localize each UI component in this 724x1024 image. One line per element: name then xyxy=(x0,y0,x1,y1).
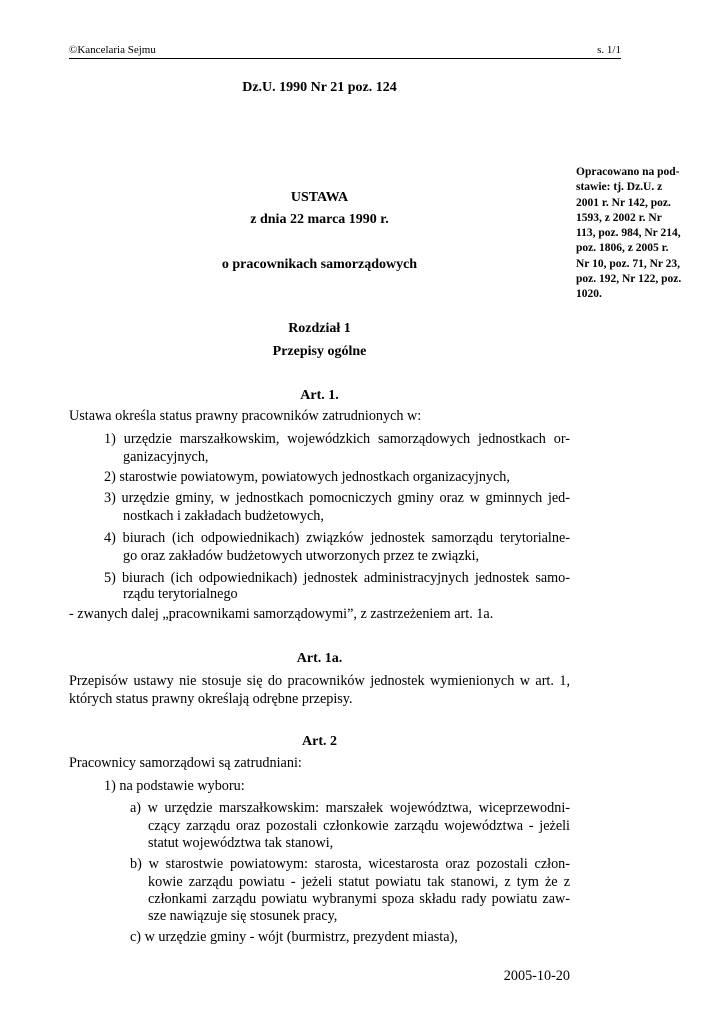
article-2-point-1: 1) na podstawie wyboru: xyxy=(104,778,245,794)
side-note-line: Opracowano na pod- xyxy=(576,166,680,178)
article-1-heading: Art. 1. xyxy=(300,388,339,403)
act-type: USTAWA xyxy=(290,190,349,205)
article-1-item-5: 5) biurach (ich odpowiednikach) jednostek administracyjnych jednostek samo- xyxy=(104,570,570,586)
article-1-item-3: 3) urzędzie gminy, w jednostkach pomocniczych gminy oraz w gminnych jed- xyxy=(104,490,570,506)
article-1a-heading: Art. 1a. xyxy=(296,651,343,666)
journal-citation: Dz.U. 1990 Nr 21 poz. 124 xyxy=(242,80,397,95)
header-source: ©Kancelaria Sejmu xyxy=(69,44,156,56)
article-1a-text: Przepisów ustawy nie stosuje się do pracowników jednostek wymienionych w art. 1, xyxy=(69,673,570,689)
footer-date: 2005-10-20 xyxy=(503,968,570,984)
article-2-subpoint-b-cont: kowie zarządu powiatu - jeżeli statut powiatu tak stanowi, z tym że z xyxy=(148,874,570,890)
side-note-line: 113, poz. 984, Nr 214, xyxy=(576,227,681,240)
chapter-title: Przepisy ogólne xyxy=(272,344,367,359)
article-1-item-4-cont: go oraz zakładów budżetowych utworzonych przez te związki, xyxy=(123,548,480,564)
header-page-number: s. 1/1 xyxy=(597,44,621,56)
side-note-line: 1020. xyxy=(576,288,602,301)
article-2-subpoint-a-cont: czący zarządu oraz pozostali członkowie zarządu województwa - jeżeli xyxy=(148,818,570,834)
article-2-subpoint-b-cont: członkami zarządu powiatu wybranymi spoza składu rady powiatu zaw- xyxy=(148,891,570,907)
article-2-intro: Pracownicy samorządowi są zatrudniani: xyxy=(69,755,302,771)
act-subject: o pracownikach samorządowych xyxy=(221,257,418,272)
side-note-line: Nr 10, poz. 71, Nr 23, xyxy=(576,257,681,270)
article-1-item-1: 1) urzędzie marszałkowskim, wojewódzkich samorządowych jednostkach or- xyxy=(104,431,570,447)
act-date: z dnia 22 marca 1990 r. xyxy=(250,212,389,227)
article-1-item-3-cont: nostkach i zakładach budżetowych, xyxy=(123,508,324,524)
article-1-closing: - zwanych dalej „pracownikami samorządowymi”, z zastrzeżeniem art. 1a. xyxy=(69,606,494,622)
article-2-heading: Art. 2 xyxy=(302,734,337,749)
article-1-item-1-cont: ganizacyjnych, xyxy=(123,449,209,465)
article-2-subpoint-a: a) w urzędzie marszałkowskim: marszałek województwa, wiceprzewodni- xyxy=(130,800,570,816)
article-2-subpoint-a-cont: statut województwa tak stanowi, xyxy=(148,835,334,851)
side-note-line: stawie: tj. Dz.U. z xyxy=(576,181,663,194)
article-2-subpoint-c: c) w urzędzie gminy - wójt (burmistrz, prezydent miasta), xyxy=(130,929,458,945)
article-2-subpoint-b-cont: sze nawiązuje się stosunek pracy, xyxy=(148,908,338,924)
article-1a-text-cont: których status prawny określają odrębne przepisy. xyxy=(69,691,353,707)
chapter-number: Rozdział 1 xyxy=(288,321,351,336)
side-note-line: poz. 1806, z 2005 r. xyxy=(576,242,669,255)
side-note-line: poz. 192, Nr 122, poz. xyxy=(576,273,682,286)
side-note-line: 1593, z 2002 r. Nr xyxy=(576,211,662,224)
article-1-item-5-cont: rządu terytorialnego xyxy=(123,586,238,602)
article-1-item-4: 4) biurach (ich odpowiednikach) związków jednostek samorządu terytorialne- xyxy=(104,530,570,546)
header-rule xyxy=(69,58,621,59)
article-1-item-2: 2) starostwie powiatowym, powiatowych jednostkach organizacyjnych, xyxy=(104,469,510,485)
side-note-line: 2001 r. Nr 142, poz. xyxy=(576,196,671,209)
article-1-intro: Ustawa określa status prawny pracowników zatrudnionych w: xyxy=(69,408,422,424)
article-2-subpoint-b: b) w starostwie powiatowym: starosta, wicestarosta oraz pozostali człon- xyxy=(130,856,570,872)
side-note xyxy=(576,165,694,303)
